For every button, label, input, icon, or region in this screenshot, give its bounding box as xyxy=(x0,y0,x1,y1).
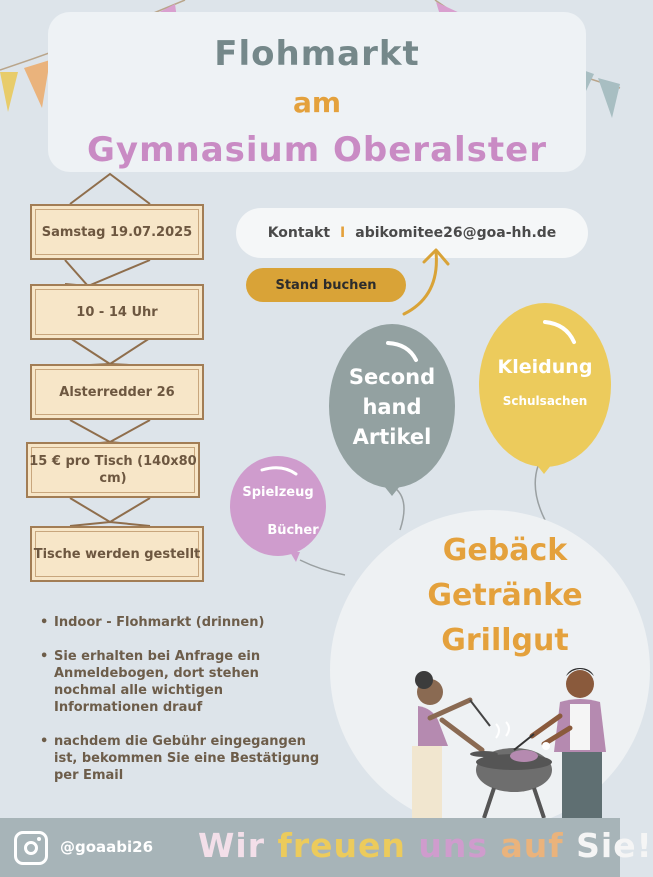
sign-tables: Tische werden gestellt xyxy=(30,526,204,582)
food-grillgut: Grillgut xyxy=(441,623,569,658)
slogan-word-auf: auf xyxy=(500,826,564,865)
bullet-anmeldebogen: • Sie erhalten bei Anfrage ein Anmeldebogen, dort stehen nochmal alle wichtigen Informationen drauf xyxy=(40,648,320,716)
instagram-handle[interactable]: @goaabi26 xyxy=(60,838,154,856)
food-list xyxy=(400,528,610,663)
slogan-word-uns: uns xyxy=(418,826,489,865)
balloon-spielzeug-line2: Bücher xyxy=(267,523,319,538)
balloon-secondhand-line1: Second xyxy=(348,365,436,389)
food-gebaeck: Gebäck xyxy=(442,533,568,568)
balloon-kleidung-line2: Schulsachen xyxy=(502,394,588,408)
balloon-kleidung-line1: Kleidung xyxy=(497,356,593,378)
title-am: am xyxy=(292,86,342,119)
stand-buchen-button[interactable]: Stand buchen xyxy=(246,268,406,302)
balloon-secondhand xyxy=(334,362,450,452)
balloon-spielzeug xyxy=(228,484,328,540)
balloon-secondhand-line2: hand xyxy=(362,395,422,419)
sign-price: 15 € pro Tisch (140x80 cm) xyxy=(26,442,200,498)
contact-label: Kontakt xyxy=(267,225,331,241)
info-bullets xyxy=(40,614,320,801)
slogan-word-wir: Wir xyxy=(198,826,265,865)
title-school: Gymnasium Oberalster xyxy=(87,130,547,170)
instagram-icon[interactable] xyxy=(14,831,48,865)
balloon-spielzeug-line1: Spielzeug xyxy=(242,485,314,500)
bullet-indoor: • Indoor - Flohmarkt (drinnen) xyxy=(40,614,320,631)
slogan xyxy=(198,826,653,865)
slogan-word-freuen: freuen xyxy=(277,826,406,865)
contact-separator: I xyxy=(340,225,346,241)
title-flohmarkt: Flohmarkt xyxy=(214,34,420,74)
sign-date: Samstag 19.07.2025 xyxy=(30,204,204,260)
balloon-kleidung xyxy=(484,354,606,416)
sign-time: 10 - 14 Uhr xyxy=(30,284,204,340)
food-getraenke: Getränke xyxy=(427,578,583,613)
balloon-secondhand-line3: Artikel xyxy=(352,425,432,449)
contact-email[interactable]: abikomitee26@goa-hh.de xyxy=(355,225,557,241)
bullet-bestaetigung: • nachdem die Gebühr eingegangen ist, bekommen Sie eine Bestätigung per Email xyxy=(40,733,320,784)
sign-address: Alsterredder 26 xyxy=(30,364,204,420)
slogan-word-sie: Sie! xyxy=(576,826,653,865)
barbecue-illustration xyxy=(384,658,614,818)
